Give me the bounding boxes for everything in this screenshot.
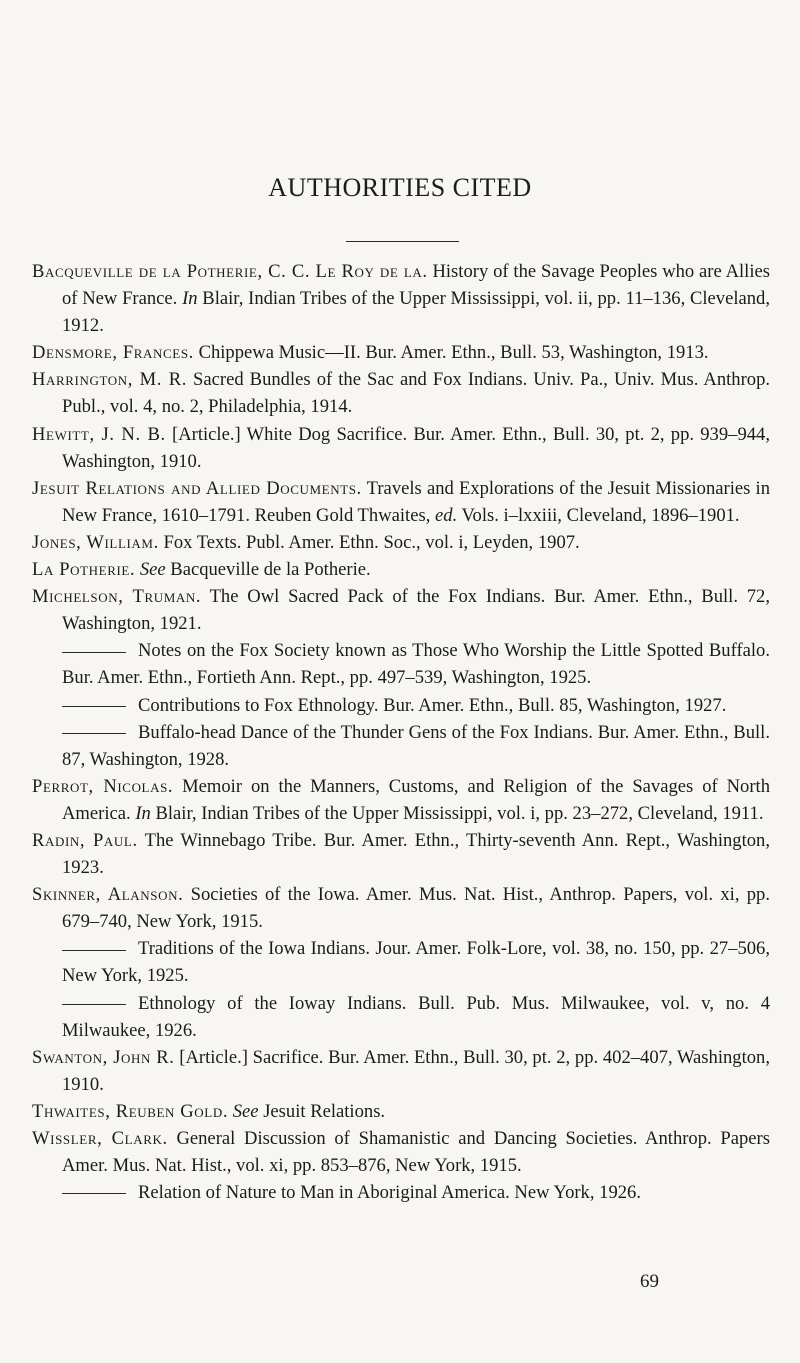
bibliography-entry [32, 421, 770, 475]
entry-text-continued: Blair, Indian Tribes of the Upper Mississippi, vol. ii, pp. 11–136, Cleveland, 1912. [62, 288, 770, 337]
page-number: 69 [640, 1271, 659, 1292]
entry-text: Relation of Nature to Man in Aboriginal America. New York, 1926. [138, 1182, 641, 1204]
bibliography-entry [32, 556, 770, 583]
ditto-dash [62, 706, 126, 707]
entry-author: Jesuit Relations and Allied Documents. [32, 477, 362, 499]
ditto-dash [62, 950, 126, 951]
ditto-dash [62, 1004, 126, 1005]
bibliography-entry [32, 583, 770, 637]
entry-italic: See [139, 559, 166, 581]
entry-italic: ed. [435, 504, 458, 526]
bibliography-entry [32, 1044, 770, 1098]
heading-rule [346, 241, 459, 242]
bibliography-list [32, 258, 770, 1206]
bibliography-entry [32, 827, 770, 881]
entry-text: History of the Savage Peoples who are Allies of New France. [62, 261, 770, 310]
entry-text: Chippewa Music—II. Bur. Amer. Ethn., Bull. 53, Washington, 1913. [193, 342, 709, 364]
entry-text: Fox Texts. Publ. Amer. Ethn. Soc., vol. i, Leyden, 1907. [158, 531, 580, 553]
entry-text: Traditions of the Iowa Indians. Jour. Amer. Folk-Lore, vol. 38, no. 150, pp. 27–506, New York, 1925. [62, 938, 770, 987]
entry-text: Memoir on the Manners, Customs, and Religion of the Savages of North America. [62, 775, 771, 824]
entry-text: The Winnebago Tribe. Bur. Amer. Ethn., Thirty-seventh Ann. Rept., Washington, 1923. [62, 829, 770, 879]
entry-author: Jones, William. [32, 531, 159, 553]
entry-author: Hewitt, J. N. B. [32, 423, 166, 445]
entry-italic: In [182, 288, 198, 310]
bibliography-entry [32, 1098, 770, 1125]
entry-author: Skinner, Alanson. [32, 884, 184, 906]
bibliography-entry-continuation [32, 990, 770, 1044]
entry-italic: See [232, 1100, 259, 1122]
entry-text-continued: Vols. i–lxxiii, Cleveland, 1896–1901. [457, 504, 740, 526]
bibliography-entry [32, 1125, 770, 1179]
entry-author: Wissler, Clark. [32, 1128, 168, 1149]
entry-text-continued: Blair, Indian Tribes of the Upper Mississippi, vol. i, pp. 23–272, Cleveland, 1911. [150, 802, 764, 824]
bibliography-entry-continuation [32, 1179, 770, 1206]
entry-text: [Article.] Sacrifice. Bur. Amer. Ethn., Bull. 30, pt. 2, pp. 402–407, Washington, 1910. [62, 1046, 770, 1095]
page-heading: AUTHORITIES CITED [268, 173, 532, 202]
entry-author: Perrot, Nicolas. [32, 775, 174, 797]
bibliography-entry [32, 773, 770, 827]
entry-author: Radin, Paul. [32, 829, 138, 851]
bibliography-entry [32, 366, 770, 420]
entry-italic: In [135, 802, 151, 824]
entry-text: Buffalo-head Dance of the Thunder Gens of the Fox Indians. Bur. Amer. Ethn., Bull. 87, Washington, 1928. [62, 721, 770, 770]
bibliography-entry [32, 258, 770, 339]
bibliography-entry [32, 881, 770, 935]
entry-author: Michelson, Truman. [32, 586, 202, 608]
entry-text: Contributions to Fox Ethnology. Bur. Amer. Ethn., Bull. 85, Washington, 1927. [138, 694, 727, 716]
bibliography-entry-continuation [32, 935, 770, 989]
bibliography-entry-continuation [32, 692, 770, 719]
entry-text: Ethnology of the Ioway Indians. Bull. Pub. Mus. Milwaukee, vol. v, no. 4 Milwaukee, 1926. [62, 992, 770, 1041]
ditto-dash [62, 733, 126, 734]
bibliography-entry [32, 339, 770, 366]
entry-text: Sacred Bundles of the Sac and Fox Indians. Univ. Pa., Univ. Mus. Anthrop. Publ., vol. 4, no. 2, Philadelphia, 1914. [62, 369, 771, 418]
entry-text: Travels and Explorations of the Jesuit Missionaries in New France, 1610–1791. Reuben Gold Thwaites, [62, 477, 770, 526]
bibliography-entry [32, 475, 770, 529]
entry-author: Thwaites, Reuben Gold. [32, 1100, 229, 1122]
entry-text: Societies of the Iowa. Amer. Mus. Nat. Hist., Anthrop. Papers, vol. xi, pp. 679–740, New York, 1915. [62, 884, 771, 933]
ditto-dash [62, 652, 126, 653]
bibliography-entry-continuation [32, 719, 770, 773]
entry-text-continued: Bacqueville de la Potherie. [165, 559, 371, 581]
entry-author: Densmore, Frances. [32, 342, 194, 364]
entry-author: Swanton, John R. [32, 1046, 175, 1068]
ditto-dash [62, 1193, 126, 1194]
entry-author: La Potherie. [32, 559, 136, 581]
entry-text: The Owl Sacred Pack of the Fox Indians. Bur. Amer. Ethn., Bull. 72, Washington, 1921. [62, 586, 770, 635]
bibliography-entry [32, 529, 770, 556]
entry-author: Bacqueville de la Potherie, C. C. Le Roy de la. [32, 261, 428, 282]
entry-author: Harrington, M. R. [32, 369, 187, 391]
entry-text: [Article.] White Dog Sacrifice. Bur. Amer. Ethn., Bull. 30, pt. 2, pp. 939–944, Washington, 1910. [62, 423, 770, 472]
entry-text: General Discussion of Shamanistic and Dancing Societies. Anthrop. Papers Amer. Mus. Nat. Hist., vol. xi, pp. 853–876, New York, 1915. [62, 1128, 770, 1177]
entry-text-continued: Jesuit Relations. [258, 1100, 386, 1122]
bibliography-entry-continuation [32, 637, 770, 691]
entry-text: Notes on the Fox Society known as Those Who Worship the Little Spotted Buffalo. Bur. Amer. Ethn., Fortieth Ann. Rept., pp. 497–539, Washington, 1925. [62, 640, 770, 689]
